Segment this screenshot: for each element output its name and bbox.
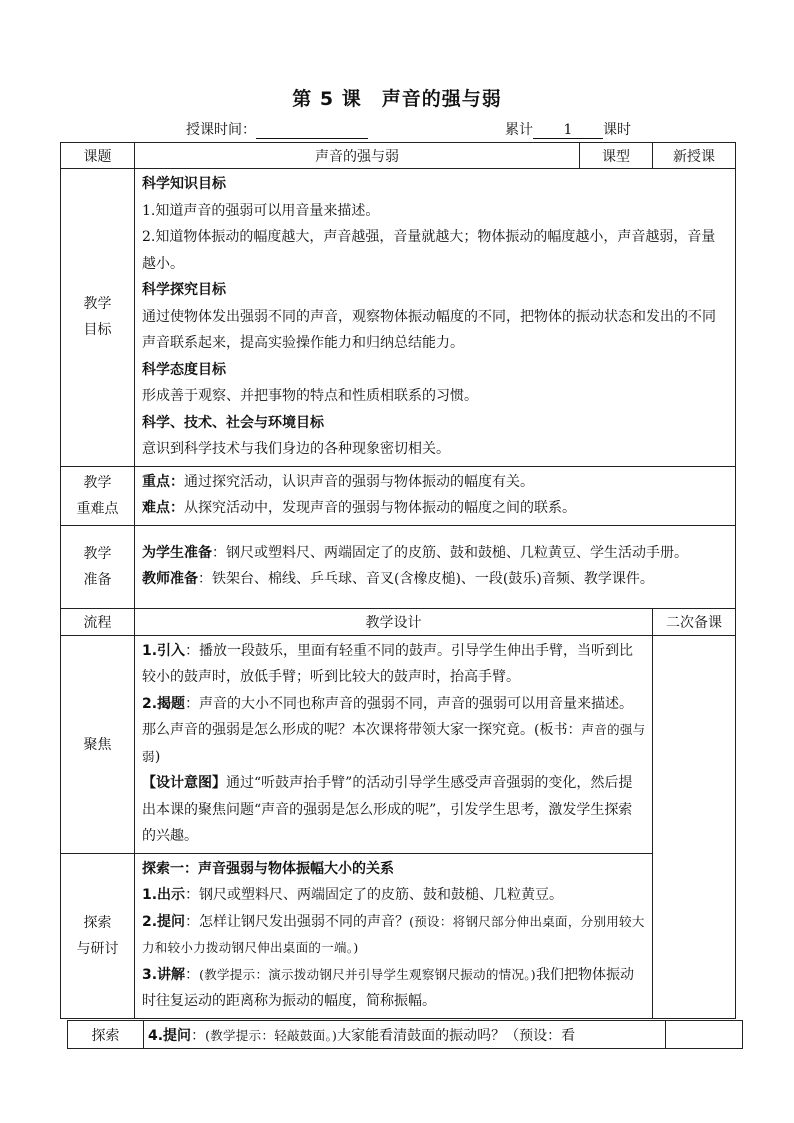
sts-text: 意识到科学技术与我们身边的各种现象密切相关。 [142, 441, 450, 457]
focus-label: 聚焦 [61, 635, 135, 853]
attitude-heading: 科学态度目标 [142, 361, 226, 378]
explore-content [135, 853, 653, 1018]
continuation-content: 4.提问：(教学提示：轻敲鼓面。)大家能看清鼓面的振动吗？（预设：看 [144, 1021, 666, 1049]
knowledge-item-2: 2.知道物体振动的幅度越大，声音越强，音量就越大；物体振动的幅度越小，声音越弱，音量越小。 [142, 229, 716, 272]
key-point: 重点：通过探究活动，认识声音的强弱与物体振动的幅度有关。 [142, 473, 534, 490]
cumulative-label: 累计 [505, 122, 533, 138]
preparation-content [135, 525, 736, 608]
topic-value: 声音的强与弱 [135, 143, 580, 169]
objectives-label: 教学 目标 [61, 169, 135, 467]
inquiry-text: 通过使物体发出强弱不同的声音，观察物体振动幅度的不同，把物体的振动状态和发出的不同声音联系起来，提高实验操作能力和归纳总结能力。 [142, 308, 716, 351]
type-label: 课型 [580, 143, 653, 169]
preparation-label: 教学 准备 [61, 525, 135, 608]
key-points-content [135, 466, 736, 525]
key-points-label: 教学 重难点 [61, 466, 135, 525]
focus-row [61, 635, 736, 853]
knowledge-heading: 科学知识目标 [142, 176, 226, 192]
class-time-label: 授课时间： [186, 122, 256, 138]
type-value: 新授课 [653, 143, 736, 169]
topic-label: 课题 [61, 143, 135, 169]
explore-step-1: 1.出示：钢尺或塑料尺、两端固定了的皮筋、鼓和鼓槌、几粒黄豆。 [142, 887, 564, 903]
preparation-row [61, 525, 736, 608]
flow-header-row [61, 608, 736, 635]
objectives-content [135, 169, 736, 467]
explore-step-3: 3.讲解：(教学提示：演示拨动钢尺并引导学生观察钢尺振动的情况。)我们把物体振动时往复运动的距离称为振动的幅度，简称振幅。 [142, 966, 634, 1009]
explore-row [61, 853, 736, 1018]
focus-topic: 2.揭题：声音的大小不同也称声音的强弱不同，声音的强弱可以用音量来描述。那么声音的强弱是怎么形成的呢？本次课将带领大家一探究竟。(板书：声音的强与弱) [142, 695, 646, 765]
focus-intro: 1.引入：播放一段鼓乐，里面有轻重不同的鼓声。引导学生伸出手臂，当听到比较小的鼓声时，放低手臂；听到比较大的鼓声时，抬高手臂。 [142, 642, 634, 685]
teacher-preparation: 教师准备：铁架台、棉线、乒乓球、音叉(含橡皮槌)、一段(鼓乐)音频、教学课件。 [142, 571, 654, 587]
continuation-table [67, 1020, 743, 1049]
header-row [61, 143, 736, 169]
flow-label: 流程 [61, 608, 135, 635]
focus-content [135, 635, 653, 853]
second-prep-cell [653, 635, 736, 1018]
continuation-label: 探索 [68, 1021, 144, 1049]
attitude-text: 形成善于观察、并把事物的特点和性质相联系的习惯。 [142, 388, 478, 404]
class-time-blank [256, 122, 368, 139]
sts-heading: 科学、技术、社会与环境目标 [142, 414, 324, 431]
focus-design-intent: 【设计意图】通过“听鼓声抬手臂”的活动引导学生感受声音强弱的变化，然后提出本课的聚焦问题“声音的强弱是怎么形成的呢”，引发学生思考，激发学生探索的兴趣。 [142, 775, 633, 844]
cumulative-periods [505, 119, 631, 139]
explore-label: 探索 与研讨 [61, 853, 135, 1018]
inquiry-heading: 科学探究目标 [142, 282, 226, 298]
knowledge-item-1: 1.知道声音的强弱可以用音量来描述。 [142, 202, 380, 219]
period-label: 课时 [603, 122, 631, 138]
cumulative-value: 1 [533, 122, 603, 139]
continuation-second-prep [666, 1021, 743, 1049]
continuation-row [68, 1021, 743, 1049]
objectives-row [61, 169, 736, 467]
explore-heading: 探索一：声音强弱与物体振幅大小的关系 [142, 860, 394, 877]
class-time [186, 119, 368, 139]
difficult-point: 难点：从探究活动中，发现声音的强弱与物体振动的幅度之间的联系。 [142, 500, 576, 516]
design-label: 教学设计 [135, 608, 653, 635]
student-preparation: 为学生准备：钢尺或塑料尺、两端固定了的皮筋、鼓和鼓槌、几粒黄豆、学生活动手册。 [142, 544, 688, 561]
explore-step-2: 2.提问：怎样让钢尺发出强弱不同的声音？(预设：将钢尺部分伸出桌面，分别用较大力和较小力拨动钢尺伸出桌面的一端。) [142, 913, 645, 955]
lesson-title: 第 5 课 声音的强与弱 [292, 88, 502, 110]
second-prep-label: 二次备课 [653, 608, 736, 635]
key-points-row [61, 466, 736, 525]
lesson-plan-table [60, 142, 736, 1019]
